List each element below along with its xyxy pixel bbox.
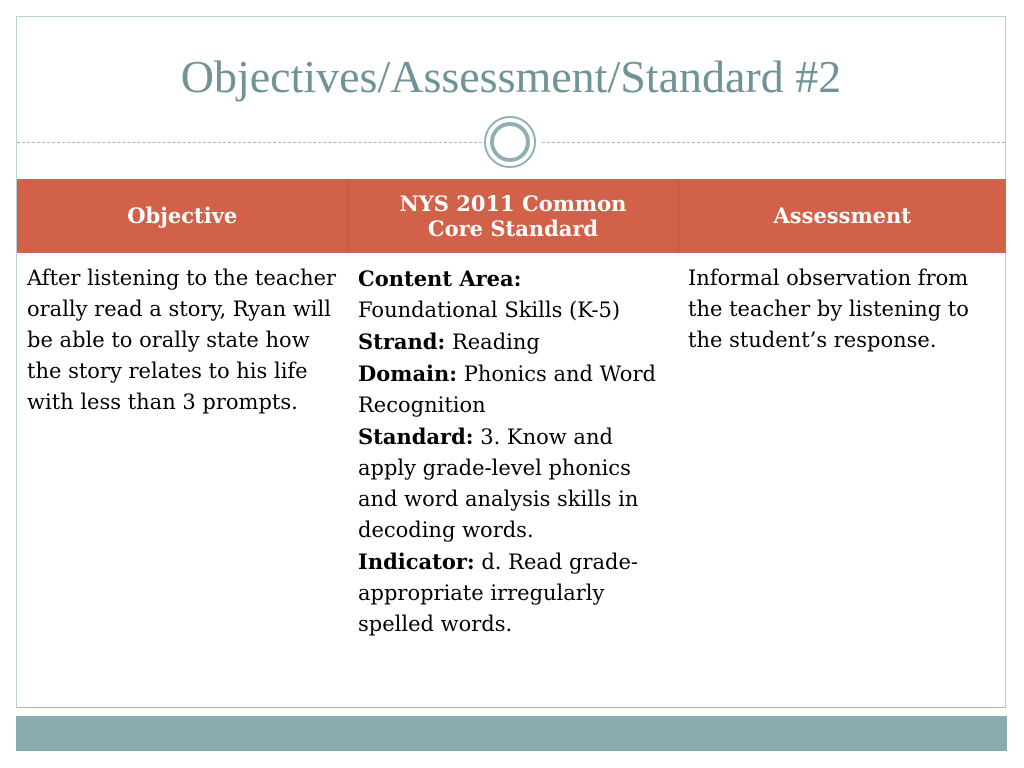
domain-label: Domain: — [358, 361, 458, 386]
standard-cell — [348, 253, 678, 705]
strand-value: Reading — [451, 330, 540, 354]
header-assessment: Assessment — [678, 179, 1006, 253]
objective-cell: After listening to the teacher orally read a story, Ryan will be able to orally state how the story relates to his life with less than 3 prompts. — [27, 266, 337, 414]
strand — [358, 326, 669, 358]
content-area-label: Content Area: — [358, 266, 522, 291]
slide-title: Objectives/Assessment/Standard #2 — [180, 51, 842, 102]
strand-label: Strand: — [358, 329, 446, 354]
table-header-row — [17, 179, 1006, 253]
header-standard-text: NYS 2011 Common Core Standard — [399, 190, 627, 241]
domain — [358, 358, 669, 421]
indicator-value: d. Read grade-appropriate irregularly spelled words. — [358, 550, 638, 636]
indicator-label: Indicator: — [358, 549, 475, 574]
standard-label: Standard: — [358, 424, 474, 449]
domain-value: Phonics and Word Recognition — [358, 362, 656, 417]
assessment-cell: Informal observation from the teacher by listening to the student’s response. — [688, 266, 969, 352]
title-divider-left — [17, 142, 482, 143]
content-area-value: Foundational Skills (K-5) — [358, 298, 621, 322]
title-divider-right — [542, 142, 1005, 143]
header-standard — [348, 179, 678, 253]
footer-bar — [16, 716, 1007, 751]
content-area — [358, 263, 669, 326]
standard — [358, 421, 669, 546]
header-objective: Objective — [17, 179, 348, 253]
standard-value: 3. Know and apply grade-level phonics and word analysis skills in decoding words. — [358, 425, 639, 542]
circle-ornament-icon — [484, 116, 536, 168]
indicator — [358, 546, 669, 640]
table-bottom-border — [17, 707, 1006, 708]
standards-table — [17, 179, 1006, 705]
circle-ornament-inner — [490, 122, 530, 162]
table-row — [17, 253, 1006, 705]
